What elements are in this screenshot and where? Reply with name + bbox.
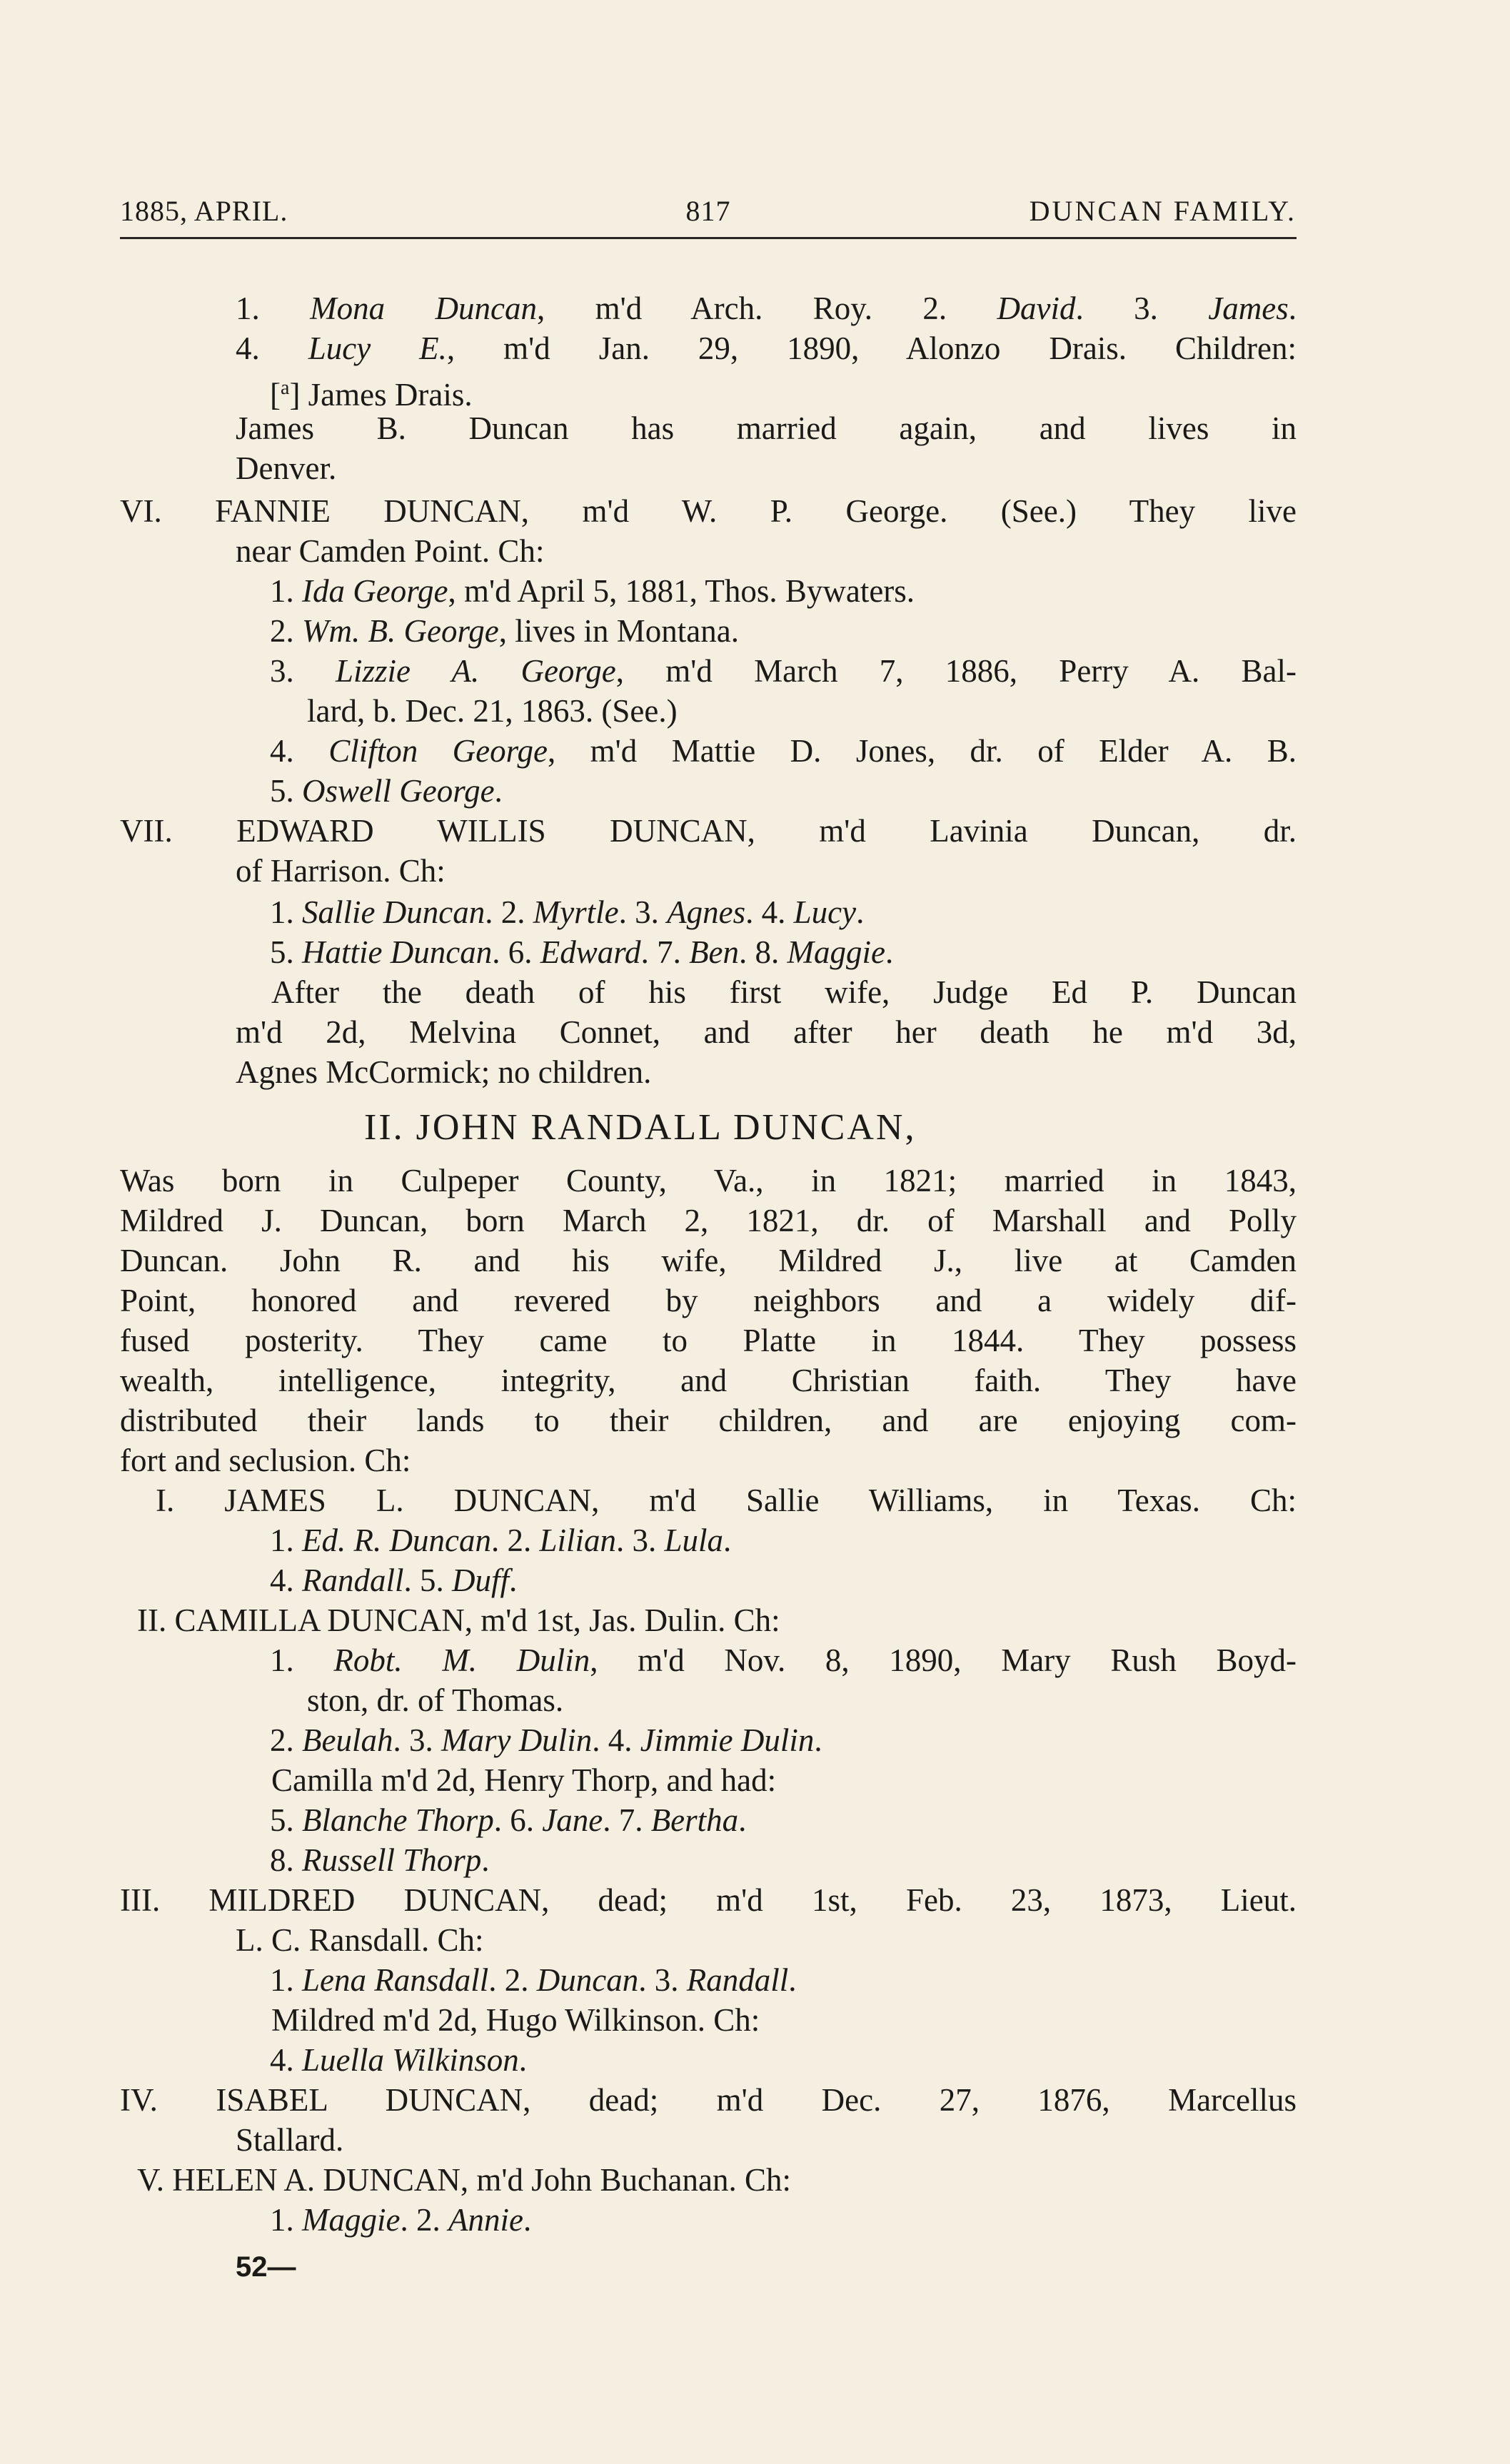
text-run: . 6. <box>492 934 540 970</box>
text-line <box>307 691 678 731</box>
person-name: Annie <box>448 2202 523 2238</box>
header-title: DUNCAN FAMILY. <box>1029 195 1297 227</box>
person-name: Mona Duncan <box>310 291 537 326</box>
text-run: . 8. <box>739 934 787 970</box>
text-run: 2. <box>270 1722 302 1758</box>
text-line <box>271 972 1297 1012</box>
text-line <box>236 1012 1297 1052</box>
text-run: 5. <box>270 1802 302 1838</box>
text-run: Point, honored and revered by neighbors and a widely dif- <box>120 1283 1297 1318</box>
text-run: ] James Drais. <box>289 377 473 413</box>
text-line <box>236 1052 651 1092</box>
person-name: Sallie Duncan <box>302 894 485 930</box>
person-name: Randall <box>686 1962 789 1998</box>
text-run: . 3. <box>618 894 668 930</box>
text-run: . 7. <box>640 934 690 970</box>
text-run: , m'd Mattie D. Jones, dr. of Elder A. B. <box>547 733 1297 769</box>
signature-mark: 52— <box>236 2251 296 2283</box>
text-run: . 3. <box>1075 291 1209 326</box>
person-name: Hattie Duncan <box>302 934 493 970</box>
text-run: 4. <box>270 733 329 769</box>
text-run: , lives in Montana. <box>498 613 739 649</box>
text-line <box>270 932 893 972</box>
text-run: . <box>723 1523 732 1558</box>
text-line <box>307 1680 563 1720</box>
text-line <box>120 1400 1297 1440</box>
text-run: 2. <box>270 613 302 649</box>
text-line <box>236 448 336 488</box>
text-run: , m'd Nov. 8, 1890, Mary Rush Boyd- <box>590 1642 1297 1678</box>
person-name: Lilian <box>539 1523 616 1558</box>
text-run: , m'd March 7, 1886, Perry A. Bal- <box>615 653 1297 689</box>
header-rule <box>120 237 1297 239</box>
person-name: Maggie <box>787 934 885 970</box>
text-line <box>271 2000 760 2040</box>
text-run: . <box>523 2202 532 2238</box>
text-run: 1. <box>270 1523 302 1558</box>
text-line <box>236 328 1297 368</box>
text-run: fort and seclusion. Ch: <box>120 1443 411 1478</box>
person-name: Lena Ransdall <box>302 1962 489 1998</box>
text-run: VI. FANNIE DUNCAN, m'd W. P. George. (See.) They live <box>120 493 1297 529</box>
text-run: . 5. <box>403 1562 452 1598</box>
text-run: 1. <box>270 1642 334 1678</box>
text-run: fused posterity. They came to Platte in 1844. They possess <box>120 1323 1297 1358</box>
text-run: 4. <box>270 1562 302 1598</box>
text-run: 4. <box>236 330 308 366</box>
person-name: Ed. R. Duncan <box>302 1523 491 1558</box>
running-header <box>120 194 1297 231</box>
person-name: Ida George <box>302 573 448 609</box>
text-run: II. CAMILLA DUNCAN, m'd 1st, Jas. Dulin. Ch: <box>137 1602 780 1638</box>
text-run: Was born in Culpeper County, Va., in 1821; married in 1843, <box>120 1163 1297 1198</box>
header-date: 1885, APRIL. <box>120 195 288 227</box>
text-run: , m'd Jan. 29, 1890, Alonzo Drais. Children: <box>446 330 1297 366</box>
person-name: Jane <box>542 1802 603 1838</box>
text-line <box>120 1241 1297 1281</box>
text-run: 3. <box>270 653 336 689</box>
person-name: Oswell George <box>302 773 495 809</box>
person-name: Maggie <box>302 2202 401 2238</box>
text-run: 1. <box>236 291 311 326</box>
person-name: Lizzie A. George <box>336 653 616 689</box>
text-run: . <box>788 1962 797 1998</box>
text-line <box>156 1480 1297 1520</box>
text-run: Mildred m'd 2d, Hugo Wilkinson. Ch: <box>271 2002 760 2038</box>
person-name: Duff <box>452 1562 510 1598</box>
text-line <box>270 1560 517 1600</box>
text-line <box>120 1201 1297 1241</box>
person-name: Lula <box>664 1523 724 1558</box>
text-run: Agnes McCormick; no children. <box>236 1054 652 1090</box>
text-line <box>270 368 473 413</box>
text-line <box>270 571 915 611</box>
text-line <box>270 771 503 811</box>
person-name: Jimmie Dulin <box>640 1722 815 1758</box>
text-run: 1. <box>270 1962 302 1998</box>
text-run: wealth, intelligence, integrity, and Christian faith. They have <box>120 1363 1297 1398</box>
person-name: Mary Dulin <box>441 1722 593 1758</box>
text-run: . 6. <box>493 1802 543 1838</box>
text-run: IV. ISABEL DUNCAN, dead; m'd Dec. 27, 1876, Marcellus <box>120 2082 1297 2118</box>
text-line <box>120 1161 1297 1201</box>
person-name: James <box>1208 291 1289 326</box>
text-run: 1. <box>270 2202 302 2238</box>
text-run: . <box>509 1562 518 1598</box>
text-run: 5. <box>270 934 302 970</box>
text-run: 1. <box>270 573 302 609</box>
text-run: . 2. <box>490 1523 540 1558</box>
person-name: Lucy <box>793 894 857 930</box>
text-run: . <box>1288 291 1297 326</box>
person-name: Bertha <box>650 1802 739 1838</box>
text-run: . 7. <box>603 1802 651 1838</box>
text-run: , m'd Arch. Roy. 2. <box>536 291 997 326</box>
text-run: Mildred J. Duncan, born March 2, 1821, dr. of Marshall and Polly <box>120 1203 1297 1238</box>
text-line <box>137 2160 791 2200</box>
text-line <box>120 1880 1297 1920</box>
text-run: lard, b. Dec. 21, 1863. (See.) <box>307 693 678 729</box>
text-line <box>236 288 1297 328</box>
text-line <box>120 1360 1297 1400</box>
text-run: III. MILDRED DUNCAN, dead; m'd 1st, Feb. 23, 1873, Lieut. <box>120 1882 1297 1918</box>
person-name: Duncan <box>536 1962 639 1998</box>
person-name: Edward <box>540 934 641 970</box>
text-line <box>270 1960 797 2000</box>
person-name: Robt. M. Dulin <box>333 1642 590 1678</box>
text-run: [ <box>270 377 281 413</box>
text-line <box>271 1760 776 1800</box>
text-run: . <box>856 894 865 930</box>
text-line <box>120 1440 411 1480</box>
text-run: . 3. <box>616 1523 665 1558</box>
text-run: . <box>494 773 503 809</box>
person-name: Russell Thorp <box>302 1842 482 1878</box>
text-line <box>236 2120 343 2160</box>
text-line <box>270 611 739 651</box>
text-run: 4. <box>270 2042 302 2078</box>
text-run: I. JAMES L. DUNCAN, m'd Sallie Williams, in Texas. Ch: <box>156 1483 1297 1518</box>
person-name: Luella Wilkinson <box>302 2042 519 2078</box>
text-run: ston, dr. of Thomas. <box>307 1682 564 1718</box>
text-run: 8. <box>270 1842 302 1878</box>
text-run: of Harrison. Ch: <box>236 853 446 889</box>
text-run: L. C. Ransdall. Ch: <box>236 1922 484 1958</box>
text-line <box>270 2040 527 2080</box>
text-run: . 4. <box>745 894 794 930</box>
text-line <box>137 1600 780 1640</box>
text-line <box>270 1840 490 1880</box>
text-line <box>270 1800 746 1840</box>
section-heading <box>364 1108 916 1148</box>
text-run: . <box>481 1842 490 1878</box>
text-run: Denver. <box>236 450 337 486</box>
text-run: VII. EDWARD WILLIS DUNCAN, m'd Lavinia Duncan, dr. <box>120 813 1297 849</box>
text-run: 5. <box>270 773 302 809</box>
text-run: II. JOHN RANDALL DUNCAN, <box>364 1107 917 1148</box>
person-name: Agnes <box>667 894 746 930</box>
text-run: m'd 2d, Melvina Connet, and after her death he m'd 3d, <box>236 1014 1297 1050</box>
text-line <box>120 1281 1297 1321</box>
text-run: . <box>518 2042 527 2078</box>
text-line <box>120 811 1297 851</box>
text-run: Duncan. John R. and his wife, Mildred J., live at Camden <box>120 1243 1297 1278</box>
text-run: After the death of his first wife, Judge Ed P. Duncan <box>271 974 1297 1010</box>
person-name: Randall <box>302 1562 404 1598</box>
text-run: Stallard. <box>236 2122 344 2158</box>
person-name: Myrtle <box>533 894 619 930</box>
text-line <box>270 651 1297 691</box>
text-line <box>120 491 1297 531</box>
person-name: Wm. B. George <box>302 613 499 649</box>
person-name: Blanche Thorp <box>302 1802 494 1838</box>
text-run: . 2. <box>485 894 533 930</box>
text-run: , m'd April 5, 1881, Thos. Bywaters. <box>448 573 915 609</box>
text-line <box>236 1920 484 1960</box>
text-run: . <box>885 934 894 970</box>
text-line <box>270 1640 1297 1680</box>
text-line <box>236 851 446 891</box>
text-run: V. HELEN A. DUNCAN, m'd John Buchanan. Ch: <box>137 2162 791 2198</box>
text-run: . 2. <box>488 1962 537 1998</box>
text-run: near Camden Point. Ch: <box>236 533 545 569</box>
text-run: distributed their lands to their children, and are enjoying com- <box>120 1403 1297 1438</box>
text-line <box>120 1321 1297 1360</box>
text-line <box>270 892 864 932</box>
text-line <box>236 531 544 571</box>
person-name: Lucy E. <box>308 330 447 366</box>
text-line <box>270 1520 731 1560</box>
text-line <box>270 731 1297 771</box>
text-run: a <box>281 377 290 399</box>
person-name: Clifton George <box>328 733 548 769</box>
person-name: Beulah <box>302 1722 393 1758</box>
text-run: . <box>738 1802 747 1838</box>
text-run: 1. <box>270 894 302 930</box>
text-run: James B. Duncan has married again, and lives in <box>236 410 1297 446</box>
text-run: . 3. <box>393 1722 441 1758</box>
text-line <box>270 2200 531 2240</box>
text-line <box>236 408 1297 448</box>
page-number: 817 <box>685 195 731 227</box>
text-run: Camilla m'd 2d, Henry Thorp, and had: <box>271 1762 777 1798</box>
text-line <box>120 2080 1297 2120</box>
text-line <box>270 1720 822 1760</box>
text-run: . 4. <box>592 1722 640 1758</box>
text-run: . 2. <box>400 2202 448 2238</box>
person-name: David <box>997 291 1076 326</box>
person-name: Ben <box>689 934 740 970</box>
text-run: . 3. <box>638 1962 687 1998</box>
text-run: . <box>814 1722 822 1758</box>
